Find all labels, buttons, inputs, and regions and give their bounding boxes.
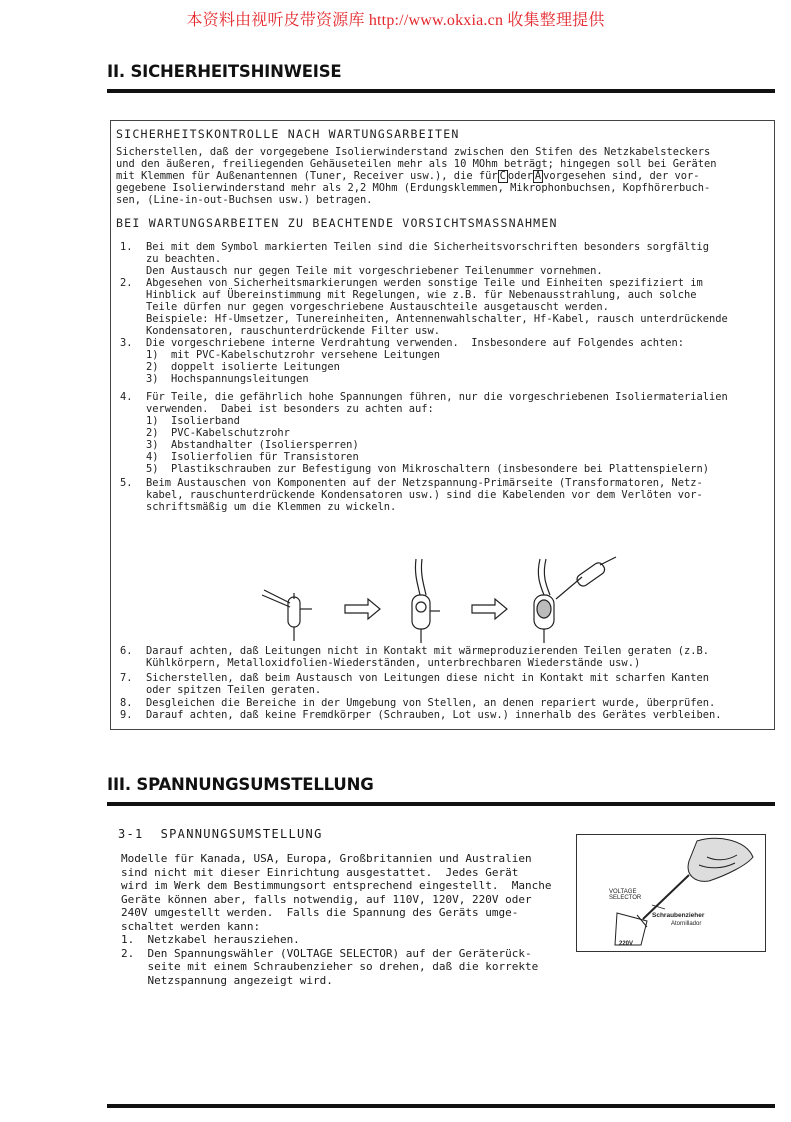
item-3-line: 3) Hochspannungsleitungen [146,373,309,385]
item-1-number: 1. [120,241,133,253]
section-3-line: sind nicht mit dieser Einrichtung ausgestattet. Jedes Gerät [121,865,519,879]
item-2-line: Abgesehen von Sicherheitsmarkierungen werden sonstige Teile und Einheiten spezifiziert im [146,277,703,289]
item-5-line: Beim Austauschen von Komponenten auf der Netzspannung-Primärseite (Transformatoren, Netz- [146,477,703,489]
item-2-line: Kondensatoren, rauschunterdrückende Filter usw. [146,325,441,337]
item-6-line: Kühlkörpern, Metalloxidfolien-Wiederständen, unterbrechbaren Wiederstände usw.) [146,657,641,669]
item-9-number: 9. [120,709,133,721]
intro-line-3-text: mit Klemmen für Außenantennen (Tuner, Receiver usw.), die für [116,170,498,182]
section-3-step-2: 2. Den Spannungswähler (VOLTAGE SELECTOR) auf der Geräterück- [121,946,532,960]
item-9-line: Darauf achten, daß keine Fremdkörper (Schrauben, Lot usw.) innerhalb des Gerätes verbleiben. [146,709,722,721]
item-6-line: Darauf achten, daß Leitungen nicht in Kontakt mit wärmeproduzierenden Teilen geraten (z.B. [146,645,710,657]
arrow-right-icon [472,599,507,619]
item-3-number: 3. [120,337,133,349]
item-4-line: 4) Isolierfolien für Transistoren [146,451,359,463]
item-7-line: Sicherstellen, daß beim Austausch von Leitungen diese nicht in Kontakt mit scharfen Kanten [146,672,710,684]
terminal-step-3 [534,557,616,643]
voltage-selector-label-2: SELECTOR [609,895,642,901]
item-5-line: schriftsmäßig um die Klemmen zu wickeln. [146,501,397,513]
item-8-line: Desgleichen die Bereiche in der Umgebung von Stellen, an denen repariert wurde, überprüfen. [146,697,716,709]
box-title-1: SICHERHEITSKONTROLLE NACH WARTUNGSARBEITEN [116,127,460,141]
section-3-line: Modelle für Kanada, USA, Europa, Großbritannien und Australien [121,852,532,865]
item-4-line: 2) PVC-Kabelschutzrohr [146,427,290,439]
section-3-line: schaltet werden kann: [121,919,261,933]
item-2-line: Teile dürfen nur gegen vorgeschriebene Austauschteile ausgetauscht werden. [146,301,609,313]
item-8-number: 8. [120,697,133,709]
box-title-2: BEI WARTUNGSARBEITEN ZU BEACHTENDE VORSICHTSMASSNAHMEN [116,216,558,230]
section-2-rule [107,89,775,93]
section-3-line: wird im Werk dem Bestimmungsort entsprechend eingestellt. Manche [121,879,552,892]
symbol-a: A [534,170,542,182]
terminal-step-2 [412,559,440,643]
section-3-step-2-cont: Netzspannung angezeigt wird. [121,973,333,987]
section-3-step-2-cont: seite mit einem Schraubenzieher so drehen, daß die korrekte [121,960,539,973]
bottom-rule [107,1104,775,1108]
item-2-line: Beispiele: Hf-Umsetzer, Tunereinheiten, Antennenwahlschalter, Hf-Kabel, rausch unterdrückende [146,313,728,325]
intro-line-2: und den äußeren, freiliegenden Gehäuseteilen mehr als 10 MOhm beträgt; hingegen soll bei Geräten [116,158,717,170]
screwdriver-label-es: Atornillador [671,921,702,927]
item-2-number: 2. [120,277,133,289]
item-4-number: 4. [120,391,133,403]
section-2-title: II. SICHERHEITSHINWEISE [107,62,342,81]
terminal-step-1 [262,590,312,641]
item-6-number: 6. [120,645,133,657]
section-3-line: 240V umgestellt werden. Falls die Spannung des Geräts umge- [121,906,519,919]
item-4-line: 5) Plastikschrauben zur Befestigung von Mikroschaltern (insbesondere bei Plattenspielern) [146,463,710,475]
item-4-line: 1) Isolierband [146,415,240,427]
item-3-line: 2) doppelt isolierte Leitungen [146,361,340,373]
symbol-c: C [499,170,506,182]
voltage-selector-figure [576,834,766,952]
item-5-number: 5. [120,477,133,489]
item-7-number: 7. [120,672,133,684]
intro-line-3-mid: oder [507,170,533,182]
item-1-line: Den Austausch nur gegen Teile mit vorgeschriebener Teilenummer vornehmen. [146,265,603,277]
voltage-selector-label-1: VOLTAGE [609,889,637,895]
section-3-subtitle: 3-1 SPANNUNGSUMSTELLUNG [118,827,323,841]
section-3-rule [107,802,775,806]
arrow-right-icon [345,599,380,619]
item-1-line: zu beachten. [146,253,222,265]
item-1-line: Bei mit dem Symbol markierten Teilen sind die Sicherheitsvorschriften besonders sorgfältig [146,241,710,253]
item-3-line: 1) mit PVC-Kabelschutzrohr versehene Leitungen [146,349,441,361]
item-7-line: oder spitzen Teilen geraten. [146,684,322,696]
intro-line-1: Sicherstellen, daß der vorgegebene Isolierwinderstand zwischen den Stifen des Netzkabelsteckers [116,146,711,158]
wire-wrap-illustration [250,555,620,650]
screwdriver-illustration [577,835,765,951]
item-4-line: verwenden. Dabei ist besonders zu achten auf: [146,403,434,415]
item-4-line: Für Teile, die gefährlich hohe Spannungen führen, nur die vorgeschriebenen Isoliermaterialien [146,391,728,403]
intro-line-5: sen, (Line-in-out-Buchsen usw.) betragen. [116,194,373,206]
section-3-line: Geräte können aber, falls notwendig, auf 110V, 120V, 220V oder [121,892,532,906]
voltage-value: 220V [619,941,634,947]
screwdriver-label: Schraubenzieher [652,912,705,919]
item-3-line: Die vorgeschriebene interne Verdrahtung verwenden. Insbesondere auf Folgendes achten: [146,337,684,349]
section-3-title: III. SPANNUNGSUMSTELLUNG [107,775,374,794]
item-4-line: 3) Abstandhalter (Isoliersperren) [146,439,359,451]
intro-line-3-end: vorgesehen sind, der vor- [543,170,700,182]
item-2-line: Hinblick auf Übereinstimmung mit Regelungen, wie z.B. für Nebenausstrahlung, auch solche [146,289,697,301]
item-5-line: kabel, rauschunterdrückende Kondensatoren usw.) sind die Kabelenden vor dem Verlöten vor- [146,489,703,501]
watermark: 本资料由视听皮带资源库 http://www.okxia.cn 收集整理提供 [186,12,605,29]
section-3-step-1: 1. Netzkabel herausziehen. [121,933,300,946]
intro-line-4: gegebene Isolierwinderstand mehr als 2,2 MOhm (Erdungsklemmen, Mikrophonbuchsen, Kopfhörerbuch- [116,182,711,194]
